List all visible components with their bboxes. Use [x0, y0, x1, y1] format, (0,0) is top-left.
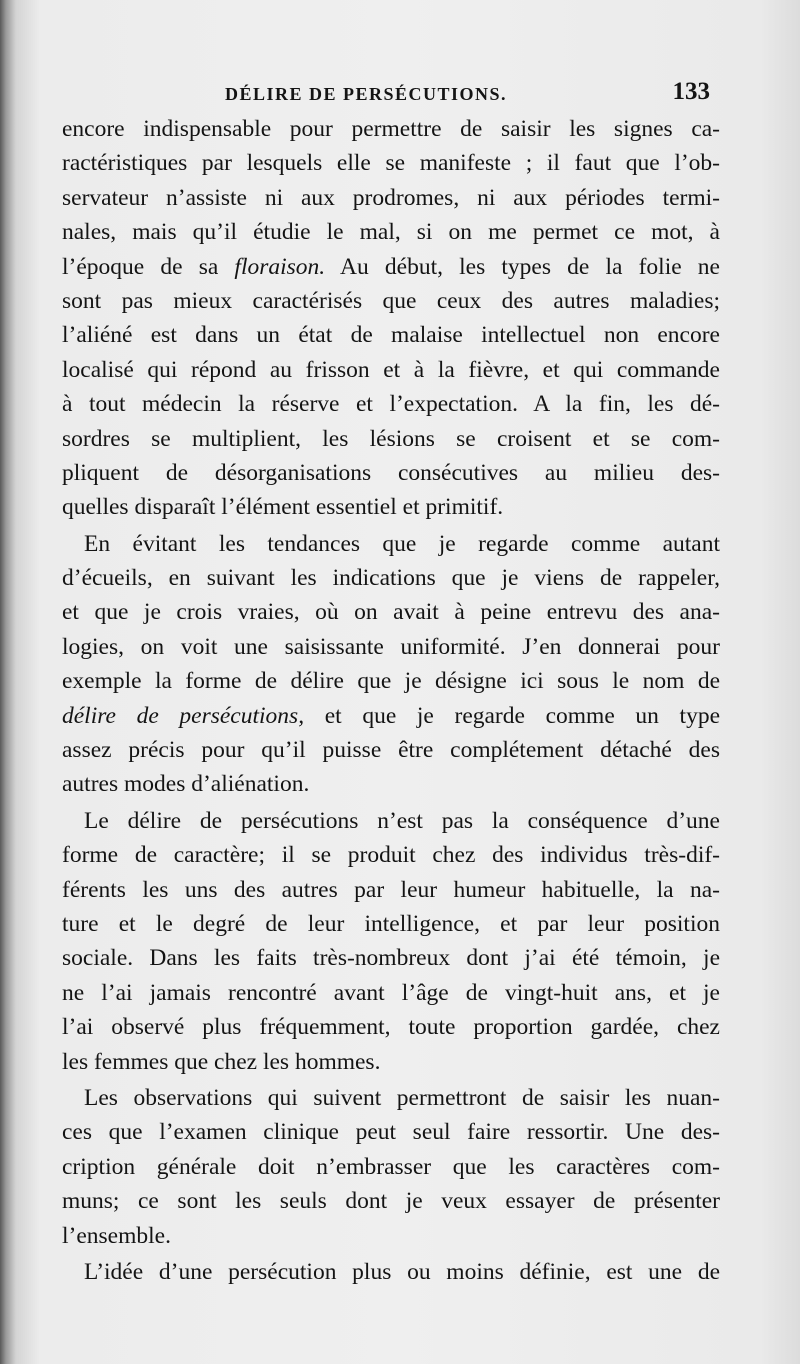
running-head: DÉLIRE DE PERSÉCUTIONS.	[225, 84, 508, 104]
text-line: servateur n’assiste ni aux prodromes, ni aux périodes termi-	[62, 184, 720, 211]
text-line: d’écueils, en suivant les indications que je viens de rappeler,	[62, 565, 720, 592]
text-line: Les observations qui suivent permettront de saisir les nuan-	[84, 1084, 720, 1111]
page-number: 133	[672, 78, 710, 105]
text-line: férents les uns des autres par leur humeur habituelle, la na-	[62, 876, 720, 903]
text-line: ractéristiques par lesquels elle se manifeste ; il faut que l’ob-	[62, 150, 720, 177]
text-line: cription générale doit n’embrasser que les caractères com-	[62, 1153, 720, 1180]
text-line: forme de caractère; il se produit chez des individus très-dif-	[62, 842, 720, 869]
text-line: à tout médecin la réserve et l’expectation. A la fin, les dé-	[62, 391, 720, 418]
body-text	[62, 112, 720, 1289]
page-header	[70, 78, 710, 108]
text-line: ces que l’examen clinique peut seul faire ressortir. Une des-	[62, 1119, 720, 1146]
text-line: quelles disparaît l’élément essentiel et primitif.	[62, 494, 504, 521]
text-line: sociale. Dans les faits très-nombreux dont j’ai été témoin, je	[62, 945, 720, 972]
text-line: encore indispensable pour permettre de saisir les signes ca-	[62, 116, 720, 142]
text-line: ne l’ai jamais rencontré avant l’âge de vingt-huit ans, et je	[62, 979, 720, 1006]
text-line: assez précis pour qu’il puisse être complétement détaché des	[62, 737, 720, 764]
text-line: pliquent de désorganisations consécutives au milieu des-	[62, 459, 720, 486]
text-line: Le délire de persécutions n’est pas la conséquence d’une	[84, 807, 720, 834]
text-line: ture et le degré de leur intelligence, et par leur position	[62, 910, 720, 937]
text-line: l’ai observé plus fréquemment, toute proportion gardée, chez	[62, 1014, 720, 1041]
text-line: exemple la forme de délire que je désigne ici sous le nom de	[62, 668, 720, 695]
text-line: L’idée d’une persécution plus ou moins définie, est une de	[84, 1258, 720, 1285]
text-line: l’ensemble.	[62, 1222, 171, 1249]
text-line: autres modes d’aliénation.	[62, 771, 310, 798]
text-line: logies, on voit une saisissante uniformité. J’en donnerai pour	[62, 633, 720, 660]
text-line: l’aliéné est dans un état de malaise intellectuel non encore	[62, 322, 720, 349]
text-line: l’époque de sa floraison. Au début, les types de la folie ne	[62, 253, 720, 280]
text-line: localisé qui répond au frisson et à la fièvre, et qui commande	[62, 356, 720, 383]
text-line: et que je crois vraies, où on avait à peine entrevu des ana-	[62, 599, 720, 626]
text-line: sordres se multiplient, les lésions se croisent et se com-	[62, 425, 720, 452]
text-line: nales, mais qu’il étudie le mal, si on me permet ce mot, à	[62, 219, 720, 246]
text-line: sont pas mieux caractérisés que ceux des autres maladies;	[62, 287, 720, 314]
text-line: En évitant les tendances que je regarde comme autant	[84, 530, 720, 557]
text-line: les femmes que chez les hommes.	[62, 1048, 381, 1075]
text-line: muns; ce sont les seuls dont je veux essayer de présenter	[62, 1188, 720, 1215]
text-line: délire de persécutions, et que je regarde comme un type	[62, 702, 720, 729]
